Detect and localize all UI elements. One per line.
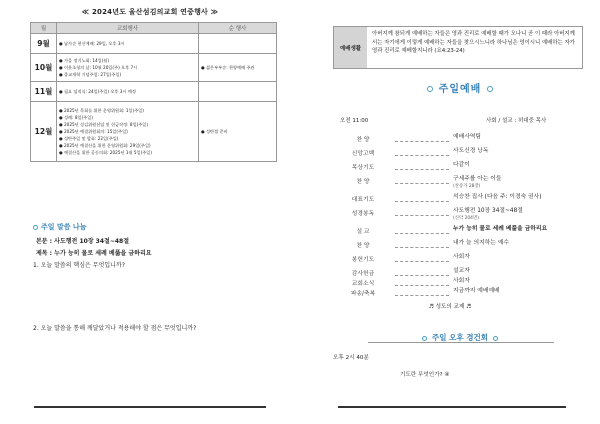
- sermon-passage: 본문 : 사도행전 10장 34절~48절: [36, 238, 129, 245]
- afternoon-service-topic: 기도란 무엇인가? ④: [400, 372, 450, 378]
- event-item: ● 2025년 예결위원회의: 15일(주일): [59, 129, 128, 134]
- dashed-line: [395, 275, 449, 276]
- event-item: ● 이웃초청의 날: 10월 20일(주) 오후 7시: [59, 65, 138, 70]
- dashed-line: [395, 233, 449, 234]
- order-content: 사회자: [453, 278, 470, 284]
- afternoon-service-time: 오후 2시 40분: [333, 355, 369, 361]
- order-row: [333, 176, 583, 190]
- event-item: ● 가을 정기노회: 14일(월): [59, 58, 110, 63]
- circle-bullet-icon: [487, 86, 493, 92]
- dashed-line: [395, 169, 449, 170]
- order-content: 구세주를 아는 이들 (찬송가 28장): [453, 176, 502, 189]
- order-role: 성경봉독: [351, 211, 375, 217]
- events-cell: [57, 82, 199, 102]
- order-role: 찬 양: [356, 243, 370, 249]
- order-content: 사도행전 10장 34절~48절 (신약 204면): [453, 208, 523, 221]
- order-row: [333, 254, 583, 268]
- annual-events-table: [30, 22, 277, 162]
- table-row: [31, 82, 277, 102]
- right-page: [300, 0, 600, 424]
- bottom-rule: [338, 406, 566, 408]
- table-row: [31, 34, 277, 54]
- order-row: [333, 148, 583, 162]
- order-row: [333, 208, 583, 222]
- order-role: 교회소식: [351, 281, 375, 287]
- order-content: 석승찬 집사 (다음 주: 이경숙 권사): [453, 194, 542, 200]
- order-row: [333, 134, 583, 148]
- header-month: 월: [31, 23, 57, 34]
- order-role: 파송/축복: [350, 291, 376, 297]
- worship-leader: 사회 / 설교 : 허대중 목사: [486, 118, 547, 124]
- afternoon-service-title: 주일 오후 경건회: [432, 333, 488, 342]
- order-row: [333, 288, 583, 302]
- fellowship-note: ♬ 성도의 교제 ♬: [428, 304, 472, 310]
- circle-bullet-icon: [422, 336, 427, 341]
- order-content: 사도신경 낭독: [453, 148, 489, 154]
- order-content: 예배사역팀: [453, 134, 481, 140]
- table-row: [31, 102, 277, 162]
- event-item: ● 종교개혁 기념주일: 27일(주일): [59, 72, 122, 77]
- header-group-events: 순 행사: [199, 23, 277, 34]
- order-row: [333, 226, 583, 240]
- heading-rule: [368, 342, 554, 343]
- order-row: [333, 162, 583, 176]
- event-item: ● 성탄주일 및 발표: 22일(주일): [59, 136, 119, 141]
- order-content: 내가 늘 의지하는 예수: [453, 240, 509, 246]
- sunday-worship-heading: [370, 80, 550, 95]
- group-event-cell: ● 젊은부부순: 찬양예배 주관: [199, 54, 277, 82]
- order-role: 목상기도: [351, 165, 375, 171]
- event-item: ● 2025년 목회를 위한 운영위원회: 1일(주일): [59, 108, 144, 113]
- order-row: [333, 240, 583, 254]
- header-church-events: 교회행사: [57, 23, 199, 34]
- sermon-sharing-heading: [33, 222, 86, 232]
- circle-bullet-icon: [427, 86, 433, 92]
- event-item: ● 예결산을 위한 공동의회: 2025년 1월 5일(주일): [59, 150, 152, 155]
- order-role: 찬 양: [356, 179, 370, 185]
- order-role: 대표기도: [351, 197, 375, 203]
- event-item: ● 필요 임직식: 24일(주일) 오후 3시 예정: [59, 89, 136, 94]
- group-event-cell: [199, 82, 277, 102]
- circle-bullet-icon: [493, 336, 498, 341]
- bottom-rule: [34, 406, 266, 408]
- table-header-row: [31, 23, 277, 34]
- event-item: ● 2025년 예결산을 위한 운영위원회: 29일(주일): [59, 143, 151, 148]
- dashed-line: [395, 141, 449, 142]
- circle-bullet-icon: [33, 225, 38, 230]
- question-2: 2. 오늘 말씀을 통해 깨달았거나 적용해야 할 점은 무엇입니까?: [33, 325, 197, 332]
- annual-events-title: ≪ 2024년도 울산섬김의교회 연중행사 ≫: [81, 8, 219, 16]
- order-role: 감사헌금: [351, 271, 375, 277]
- dashed-line: [395, 261, 449, 262]
- sunday-worship-title: 주일예배: [438, 84, 482, 95]
- events-cell: [57, 102, 199, 162]
- event-item: ● 납사순 현신예배: 29일, 오후 3시: [59, 41, 125, 46]
- event-item: ● 성례: 8일(주일): [59, 115, 93, 120]
- order-content: 사회자: [453, 254, 470, 260]
- verse-text: 아버지께 참되게 예배하는 자들은 영과 진리로 예배할 때가 오나니 곧 이 때라 아버지께서는 자기에게 이렇게 예배하는 자들을 찾으시느니라 하나님은 영이시니 예배하는 자가 영과 진리로 예배할지니라 (요4:23-24): [372, 31, 575, 54]
- sermon-sharing-label: 주일 말씀 나눔: [41, 223, 87, 231]
- month-cell: 9월: [31, 34, 57, 54]
- month-cell: 10월: [31, 54, 57, 82]
- dashed-line: [395, 247, 449, 248]
- dashed-line: [395, 183, 449, 184]
- order-content: 지금까지 예배예배: [453, 288, 500, 294]
- dashed-line: [395, 155, 449, 156]
- verse-label: 예배생활: [334, 27, 367, 68]
- month-cell: 11월: [31, 82, 57, 102]
- worship-time: 오전 11:00: [340, 118, 369, 124]
- order-content: 설교자: [453, 268, 470, 274]
- group-event-cell: ● 성탄절 준비: [199, 102, 277, 162]
- event-item: ● 2025년 성김위원선임 및 헌금작정: 8일(주일): [59, 122, 148, 127]
- order-content: 누가 능히 물로 세례 베풂을 금하리요: [453, 226, 548, 232]
- events-cell: [57, 34, 199, 54]
- order-content: 다같이: [453, 162, 470, 168]
- worship-verse-box: [333, 26, 583, 69]
- events-cell: [57, 54, 199, 82]
- order-role: 설 교: [356, 229, 370, 235]
- dashed-line: [395, 201, 449, 202]
- order-role: 봉헌기도: [351, 257, 375, 263]
- dashed-line: [395, 215, 449, 216]
- question-1: 1. 오늘 말씀의 핵심은 무엇입니까?: [33, 262, 125, 269]
- group-event-cell: [199, 34, 277, 54]
- order-role: 신앙고백: [351, 151, 375, 157]
- order-role: 찬 양: [356, 137, 370, 143]
- month-cell: 12월: [31, 102, 57, 162]
- order-row: [333, 194, 583, 208]
- table-row: [31, 54, 277, 82]
- dashed-line: [395, 295, 449, 296]
- dashed-line: [395, 285, 449, 286]
- sermon-title: 제목 : 누가 능히 물로 세례 베풂을 금하리요: [36, 250, 152, 257]
